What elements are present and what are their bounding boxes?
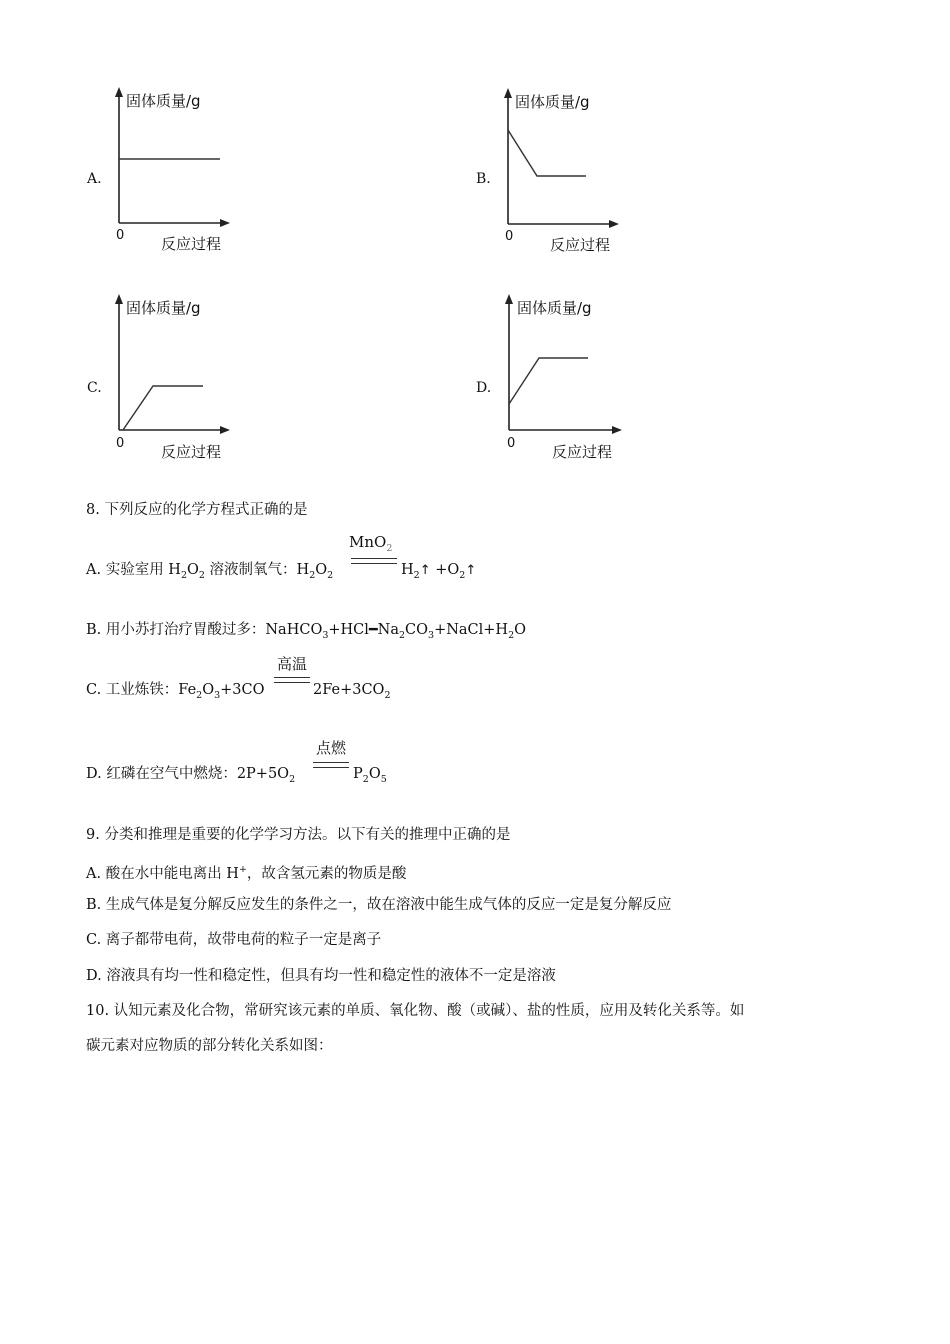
q9-option-d: D. 溶液具有均一性和稳定性，但具有均一性和稳定性的液体不一定是溶液 bbox=[86, 968, 556, 984]
graph-c-xlabel: 反应过程 bbox=[161, 443, 222, 461]
graph-a-option: A. bbox=[87, 171, 102, 187]
graph-a-xlabel: 反应过程 bbox=[161, 235, 222, 253]
graph-c-curve bbox=[123, 386, 203, 430]
graph-a-ylabel: 固体质量/g bbox=[126, 92, 201, 110]
graph-d-option: D. bbox=[476, 380, 492, 396]
q8-a-products: $H_2↑$ $+O_2↑$ bbox=[401, 562, 477, 581]
q8-stem: 8. 下列反应的化学方程式正确的是 bbox=[86, 502, 308, 518]
graph-b-curve bbox=[508, 130, 586, 176]
q8-option-d: D. 红磷在空气中燃烧：$2P+5O_2$ bbox=[86, 766, 296, 785]
q10-line1: 10. 认知元素及化合物，常研究该元素的单质、氧化物、酸（或碱）、盐的性质，应用及转化关系等。如 bbox=[86, 1003, 745, 1019]
q8-a-equals bbox=[351, 558, 397, 564]
graph-b-axes bbox=[499, 86, 629, 231]
graph-a-axes bbox=[110, 85, 240, 230]
graph-b-xlabel: 反应过程 bbox=[550, 236, 611, 254]
graph-c-origin: 0 bbox=[116, 436, 125, 451]
graph-c-ylabel: 固体质量/g bbox=[126, 299, 201, 317]
q8-d-condition: 点燃 bbox=[315, 739, 346, 757]
q9-option-c: C. 离子都带电荷，故带电荷的粒子一定是离子 bbox=[86, 932, 382, 948]
graph-b-option: B. bbox=[476, 171, 491, 187]
q9-option-a: A. 酸在水中能电离出 H+，故含氢元素的物质是酸 bbox=[86, 864, 407, 882]
graph-d-curve bbox=[509, 358, 588, 404]
q9-option-b: B. 生成气体是复分解反应发生的条件之一，故在溶液中能生成气体的反应一定是复分解反应 bbox=[86, 897, 672, 913]
q8-option-b: B. 用小苏打治疗胃酸过多：$NaHCO_3+HCl━Na_2CO_3+NaCl+H_2O$ bbox=[86, 622, 527, 641]
q8-c-equals bbox=[274, 677, 310, 683]
graph-c-axes bbox=[110, 292, 240, 437]
q8-c-products: $2Fe+3CO_2$ bbox=[313, 682, 391, 701]
graph-a-origin: 0 bbox=[116, 228, 125, 243]
graph-b-ylabel: 固体质量/g bbox=[515, 93, 590, 111]
q8-option-c: C. 工业炼铁：$Fe_2O_3+3CO$ bbox=[86, 682, 265, 701]
q8-c-condition: 高温 bbox=[276, 655, 307, 673]
graph-b-origin: 0 bbox=[505, 229, 514, 244]
q10-line2: 碳元素对应物质的部分转化关系如图： bbox=[86, 1038, 333, 1054]
graph-d-xlabel: 反应过程 bbox=[552, 443, 613, 461]
graph-d-ylabel: 固体质量/g bbox=[517, 299, 592, 317]
q8-option-a: A. 实验室用 $H_2O_2$ 溶液制氧气：$H_2O_2$ bbox=[86, 562, 334, 581]
q8-d-products: $P_2O_5$ bbox=[353, 766, 387, 785]
graph-d-origin: 0 bbox=[507, 436, 516, 451]
q9-stem: 9. 分类和推理是重要的化学学习方法。以下有关的推理中正确的是 bbox=[86, 827, 511, 843]
q8-d-equals bbox=[313, 762, 349, 768]
graph-d-axes bbox=[500, 292, 630, 437]
q8-a-catalyst: MnO$_2$ bbox=[349, 533, 393, 554]
graph-c-option: C. bbox=[87, 380, 102, 396]
